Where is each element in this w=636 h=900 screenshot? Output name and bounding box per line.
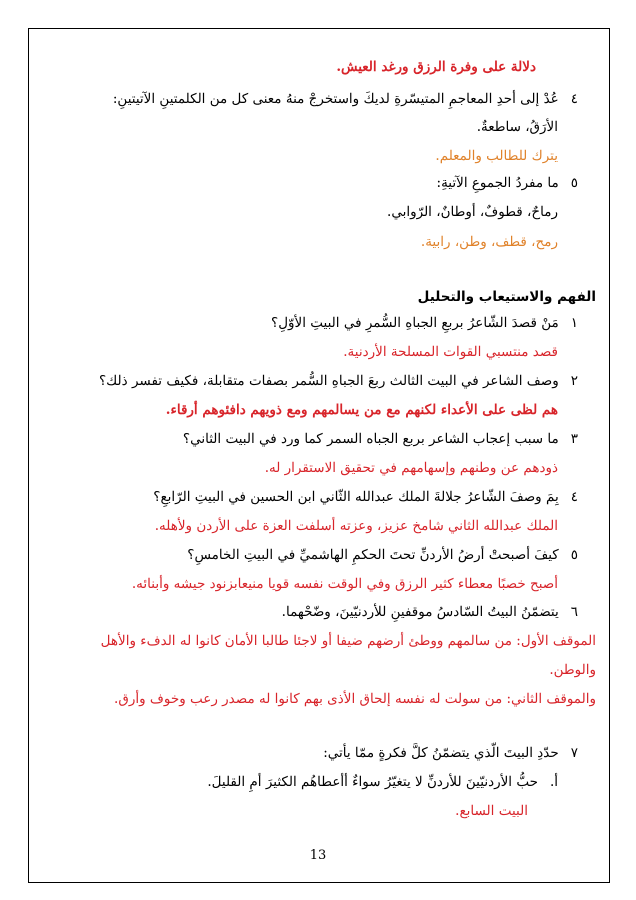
page-number: 13 bbox=[309, 848, 327, 863]
question-line bbox=[50, 88, 578, 110]
answer-line bbox=[50, 457, 558, 479]
line-text: حبُّ الأردنيّينَ للأردنِّ لا يتغيّرُ سواءٌ أأعطاهُم الكثيرَ أمِ القليلَ. bbox=[207, 774, 538, 790]
answer-line bbox=[50, 688, 596, 710]
line-text: دلالة على وفرة الرزق ورغد العيش. bbox=[336, 59, 536, 75]
question-line bbox=[50, 370, 578, 392]
question-number: ٧ bbox=[570, 745, 578, 761]
line-text: يتضمّنُ البيتُ السّادسُ موقفينِ للأردنيّينَ، وضّحْهما. bbox=[281, 604, 559, 620]
answer-line bbox=[50, 800, 528, 822]
answer-line bbox=[50, 659, 596, 681]
line-text: أصبح خصبًا معطاء كثير الرزق وفي الوقت نفسه قويا منيعابزنود جيشه وأبنائه. bbox=[131, 576, 558, 592]
section-heading bbox=[50, 286, 596, 308]
line-text: الأرَقُ، ساطعةٌ. bbox=[476, 119, 558, 135]
question-number: ٥ bbox=[570, 175, 578, 191]
answer-line bbox=[50, 399, 558, 421]
answer-line bbox=[50, 515, 558, 537]
answer-line bbox=[50, 231, 558, 253]
answer-line bbox=[50, 630, 596, 652]
line-text: يترك للطالب والمعلم. bbox=[435, 148, 558, 164]
question-number: ٤ bbox=[570, 91, 578, 107]
question-line bbox=[50, 172, 578, 194]
question-number: أ. bbox=[549, 774, 558, 790]
line-text: ما مفردُ الجموعِ الآتيةِ: bbox=[436, 175, 559, 191]
question-line bbox=[50, 601, 578, 623]
question-number: ٣ bbox=[570, 431, 578, 447]
question-line bbox=[50, 312, 578, 334]
answer-line bbox=[50, 573, 558, 595]
line-text: قصد منتسبي القوات المسلحة الأردنية. bbox=[343, 344, 558, 360]
line-text: الملك عبدالله الثاني شامخ عزيز، وعزته أسلفت العزة على الأردن ولأهله. bbox=[154, 518, 558, 534]
answer-line bbox=[50, 56, 536, 78]
question-number: ٢ bbox=[570, 373, 578, 389]
question-line bbox=[50, 742, 578, 764]
line-text: ما سبب إعجاب الشاعر بربع الجباه السمر كما ورد في البيت الثاني؟ bbox=[182, 431, 559, 447]
line-text: حدّدِ البيتَ الّذي يتضمّنُ كلَّ فكرةٍ ممّا يأتي: bbox=[323, 745, 559, 761]
line-text: ذودهم عن وطنهم وإسهامهم في تحقيق الاستقرار له. bbox=[264, 460, 558, 476]
question-line bbox=[50, 428, 578, 450]
question-line bbox=[50, 116, 558, 138]
question-line bbox=[50, 486, 578, 508]
line-text: الموقف الأول: من سالمهم ووطئ أرضهم ضيفا أو لاجئا طالبا الأمان كانوا له الدفء والأهل bbox=[100, 633, 596, 649]
question-number: ١ bbox=[570, 315, 578, 331]
question-number: ٤ bbox=[570, 489, 578, 505]
answer-line bbox=[50, 145, 558, 167]
line-text: عُدْ إلى أحدِ المعاجمِ المتيسّرةِ لديكَ واستخرجْ منهُ معنى كل من الكلمتينِ الآتيتينِ: bbox=[112, 91, 559, 107]
question-line bbox=[50, 771, 558, 793]
line-text: رماحٌ، قطوفٌ، أوطانٌ، الرّوابي. bbox=[387, 204, 558, 220]
line-text: البيت السابع. bbox=[455, 803, 528, 819]
line-text: وصف الشاعر في البيت الثالث ربعَ الجباهِ السُّمر بصفات متقابلة، فكيف تفسر ذلك؟ bbox=[99, 373, 559, 389]
line-text: والموقف الثاني: من سولت له نفسه إلحاق الأذى بهم كانوا له مصدر رعب وخوف وأرق. bbox=[114, 691, 596, 707]
question-line bbox=[50, 544, 578, 566]
line-text: بِمَ وصفَ الشّاعرُ جلالةَ الملك عبدالله الثّاني ابن الحسين في البيتِ الرّابعِ؟ bbox=[153, 489, 559, 505]
answer-line bbox=[50, 341, 558, 363]
line-text: مَنْ قصدَ الشّاعرُ بربعِ الجباهِ السُّمرِ في البيتِ الأوّلِ؟ bbox=[271, 315, 559, 331]
line-text: هم لظى على الأعداء لكنهم مع من يسالمهم ومع ذويهم دافئوهم أرقاء. bbox=[165, 402, 558, 418]
question-number: ٦ bbox=[570, 604, 578, 620]
line-text: والوطن. bbox=[549, 662, 596, 678]
line-text: رمح، قطف، وطن، رابية. bbox=[420, 234, 558, 250]
line-text: كيفَ أصبحتْ أرضُ الأردنِّ تحتَ الحكمِ الهاشميِّ في البيتِ الخامسِ؟ bbox=[187, 547, 559, 563]
question-line bbox=[50, 201, 558, 223]
question-number: ٥ bbox=[570, 547, 578, 563]
line-text: الفهم والاستيعاب والتحليل bbox=[417, 289, 596, 305]
